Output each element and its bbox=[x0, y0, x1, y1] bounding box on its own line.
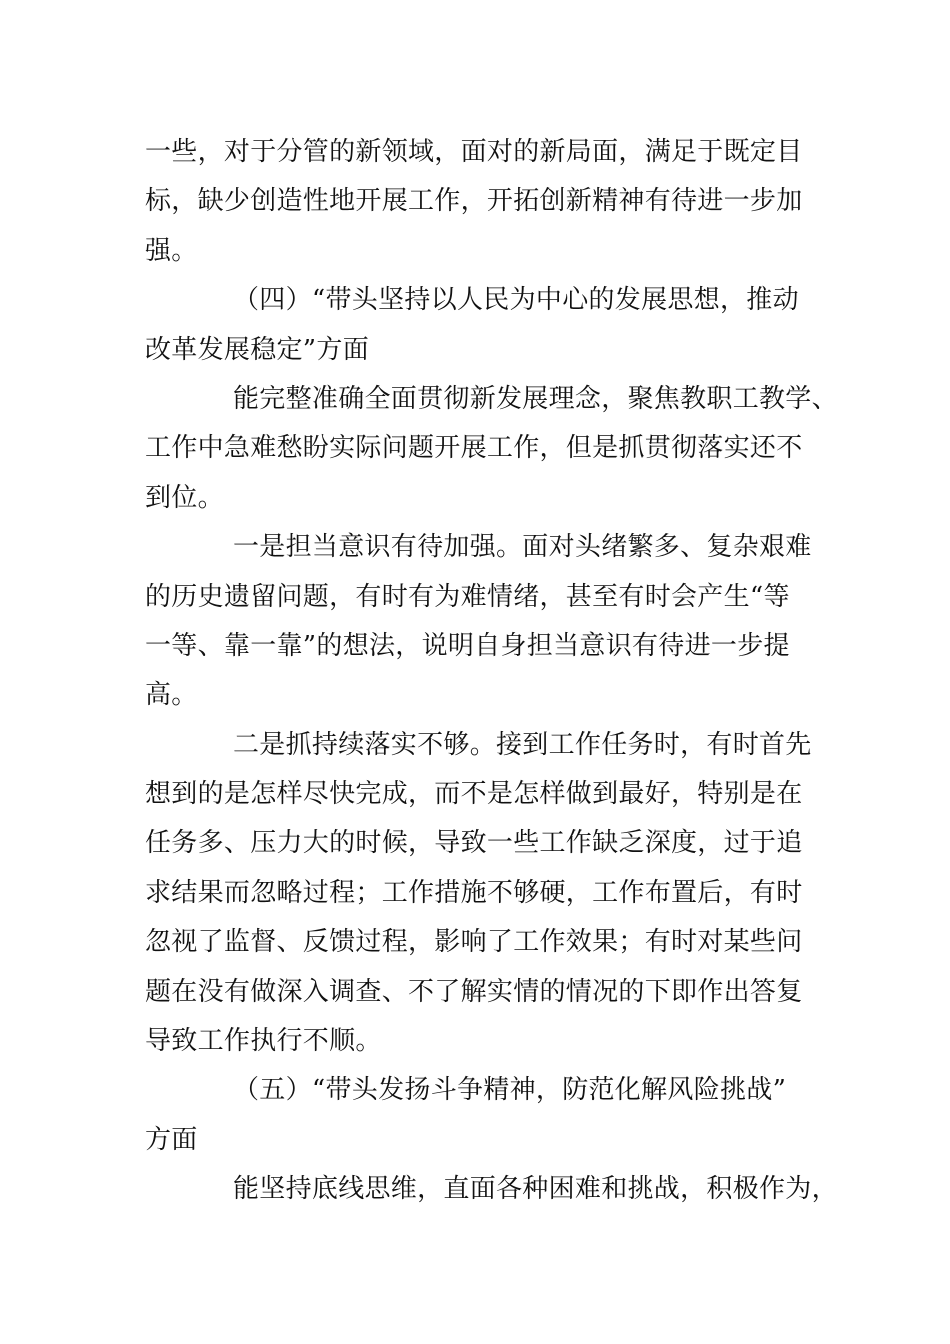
text-line: 一是担当意识有待加强。面对头绪繁多、复杂艰难 bbox=[233, 532, 812, 563]
text-line: 想到的是怎样尽快完成，而不是怎样做到最好，特别是在 bbox=[145, 779, 803, 810]
text-line: 能完整准确全面贯彻新发展理念，聚焦教职工教学、 bbox=[233, 383, 838, 414]
text-line: 一些，对于分管的新领域，面对的新局面，满足于既定目 bbox=[145, 137, 803, 167]
text-line: 题在没有做深入调查、不了解实情的情况的下即作出答复 bbox=[145, 976, 803, 1007]
text-line: 能坚持底线思维，直面各种困难和挑战，积极作为， bbox=[233, 1174, 838, 1205]
section-heading-five-cont: 方面 bbox=[145, 1124, 198, 1155]
text-line: 一等、靠一靠”的想法，说明自身担当意识有待进一步提 bbox=[145, 630, 790, 661]
text-line: 任务多、压力大的时候，导致一些工作缺乏深度，过于追 bbox=[145, 828, 803, 859]
text-line: 求结果而忽略过程；工作措施不够硬，工作布置后，有时 bbox=[145, 877, 803, 908]
section-heading-five: （五）“带头发扬斗争精神，防范化解风险挑战” bbox=[233, 1075, 787, 1106]
section-heading-four: （四）“带头坚持以人民为中心的发展思想，推动 bbox=[233, 285, 799, 316]
text-line: 导致工作执行不顺。 bbox=[145, 1026, 382, 1057]
text-line: 到位。 bbox=[145, 482, 224, 513]
text-line: 二是抓持续落实不够。接到工作任务时，有时首先 bbox=[233, 729, 812, 760]
text-line: 忽视了监督、反馈过程，影响了工作效果；有时对某些问 bbox=[145, 927, 803, 958]
text-line: 的历史遗留问题，有时有为难情绪，甚至有时会产生“等 bbox=[145, 581, 790, 612]
text-line: 强。 bbox=[145, 235, 198, 266]
section-heading-four-cont: 改革发展稳定”方面 bbox=[145, 334, 369, 365]
text-line: 工作中急难愁盼实际问题开展工作，但是抓贯彻落实还不 bbox=[145, 433, 803, 464]
document-body bbox=[145, 128, 838, 1215]
text-line: 高。 bbox=[145, 680, 198, 711]
text-line: 标，缺少创造性地开展工作，开拓创新精神有待进一步加 bbox=[145, 186, 803, 217]
